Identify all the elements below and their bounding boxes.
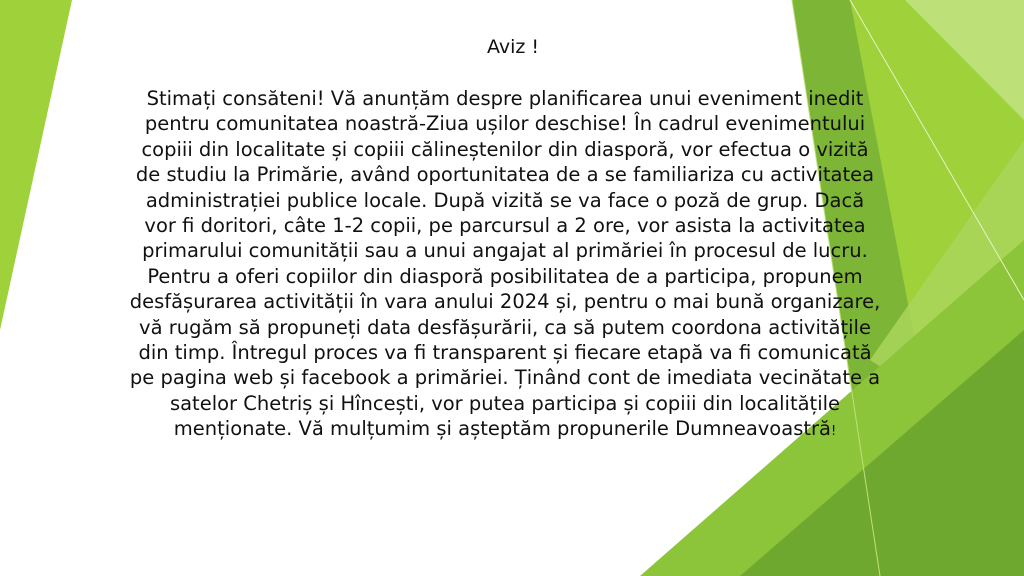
body-line-last <box>30 416 980 444</box>
body-line: Pentru a oferi copiilor din diasporă posibilitatea de a participa, propunem <box>147 264 863 288</box>
announcement-body <box>30 86 980 445</box>
body-line-text: menționate. Vă mulțumim și așteptăm propunerile Dumneavoastră <box>173 417 831 441</box>
body-line: administrației publice locale. După vizită se va face o poză de grup. Dacă <box>145 188 865 212</box>
slide-title: Aviz ! <box>486 36 540 58</box>
body-line: satelor Chetriș și Hîncești, vor putea participa și copiii din localitățile <box>169 391 841 415</box>
body-line: din timp. Întregul proces va fi transparent și fiecare etapă va fi comunicată <box>138 341 872 365</box>
body-line: copiii din localitate și copiii călineștenilor din diasporă, vor efectua o vizită <box>141 137 869 161</box>
closing-mark: ! <box>830 424 837 440</box>
body-line: Stimați consăteni! Vă anunțăm despre planificarea unui eveniment inedit <box>146 87 864 110</box>
body-line: vor fi doritori, câte 1-2 copii, pe parcursul a 2 ore, vor asista la activitatea <box>144 214 866 238</box>
body-line: primarului comunității sau a unui angajat al primăriei în procesul de lucru. <box>142 239 868 263</box>
slide-content <box>30 32 980 445</box>
body-line: desfășurarea activității în vara anului 2024 și, pentru o mai bună organizare, <box>129 290 881 314</box>
body-line: de studiu la Primărie, având oportunitatea de a se familiariza cu activitatea <box>135 163 875 187</box>
body-line: pentru comunitatea noastră-Ziua ușilor deschise! În cadrul evenimentului <box>144 112 866 136</box>
body-line: pe pagina web și facebook a primăriei. Ținând cont de imediata vecinătate a <box>129 366 881 390</box>
body-line: vă rugăm să propuneți data desfășurării, ca să putem coordona activitățile <box>139 315 871 339</box>
